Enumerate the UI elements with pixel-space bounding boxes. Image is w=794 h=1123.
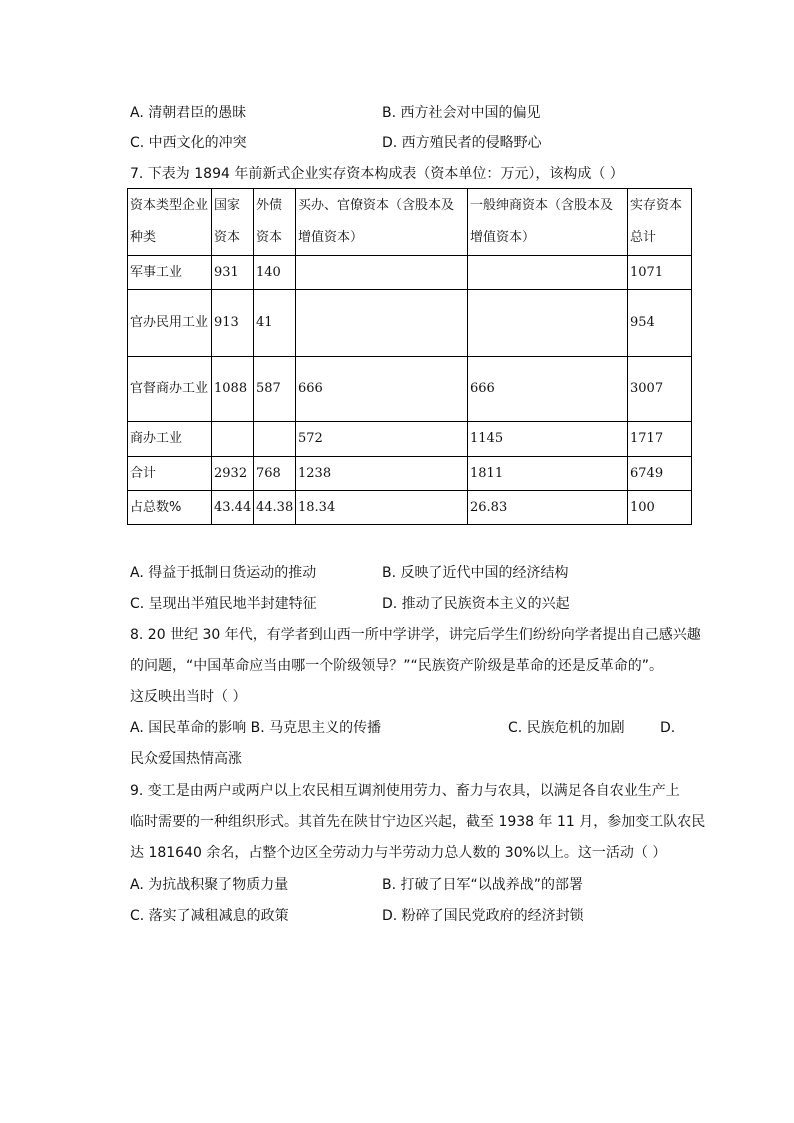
- table-cell: 666: [468, 357, 628, 422]
- table-header-cell: 资本类型企业种类: [128, 189, 212, 256]
- q7-option-d: D. 推动了民族资本主义的兴起: [382, 596, 570, 612]
- table-header-cell: 国家资本: [212, 189, 254, 256]
- q7-option-b: B. 反映了近代中国的经济结构: [382, 565, 569, 581]
- table-cell: 1088: [212, 357, 254, 422]
- q8-stem-line2: 的问题，“中国革命应当由哪一个阶级领导？”“民族资产阶级是革命的还是反革命的”。: [130, 658, 664, 674]
- table-cell: [296, 290, 468, 357]
- q9-stem-line3: 达 181640 余名，占整个边区全劳动力与半劳动力总人数的 30%以上。这一活动（ ）: [130, 845, 667, 861]
- table-cell: 1071: [628, 256, 692, 290]
- table-cell: 6749: [628, 457, 692, 491]
- table-cell: 3007: [628, 357, 692, 422]
- table-cell: [468, 290, 628, 357]
- table-cell: 1145: [468, 422, 628, 457]
- q7-stem: 7. 下表为 1894 年前新式企业实存资本构成表（资本单位：万元），该构成（ ）: [130, 166, 624, 182]
- table-cell: 1717: [628, 422, 692, 457]
- table-cell: [254, 422, 296, 457]
- capital-table: [127, 188, 692, 525]
- table-cell: 954: [628, 290, 692, 357]
- table-cell: 43.44: [212, 491, 254, 525]
- q9-option-d: D. 粉碎了国民党政府的经济封锁: [382, 908, 584, 924]
- table-cell: 587: [254, 357, 296, 422]
- q6-option-a: A. 清朝君臣的愚昧: [130, 105, 247, 121]
- table-cell: 商办工业: [128, 422, 212, 457]
- table-cell: 913: [212, 290, 254, 357]
- table-row: [128, 422, 692, 457]
- q7-option-c: C. 呈现出半殖民地半封建特征: [130, 596, 317, 612]
- q9-option-b: B. 打破了日军“以战养战”的部署: [382, 877, 584, 893]
- table-cell: 军事工业: [128, 256, 212, 290]
- table-row: [128, 457, 692, 491]
- table-cell: 2932: [212, 457, 254, 491]
- table-cell: 100: [628, 491, 692, 525]
- table-cell: 合计: [128, 457, 212, 491]
- table-cell: 1811: [468, 457, 628, 491]
- table-row: [128, 256, 692, 290]
- table-header-cell: 实存资本总计: [628, 189, 692, 256]
- table-header-cell: 外债资本: [254, 189, 296, 256]
- q9-stem-line1: 9. 变工是由两户或两户以上农民相互调剂使用劳力、畜力与农具，以满足各自农业生产上: [130, 783, 680, 799]
- table-row: [128, 290, 692, 357]
- table-cell: 1238: [296, 457, 468, 491]
- q8-stem-line1: 8. 20 世纪 30 年代，有学者到山西一所中学讲学，讲完后学生们纷纷向学者提出自己感兴趣: [130, 627, 701, 643]
- table-cell: 140: [254, 256, 296, 290]
- q8-option-d: D.: [660, 720, 676, 736]
- q7-option-a: A. 得益于抵制日货运动的推动: [130, 565, 317, 581]
- table-cell: 666: [296, 357, 468, 422]
- table-cell: 官办民用工业: [128, 290, 212, 357]
- table-cell: [468, 256, 628, 290]
- table-header-cell: 买办、官僚资本（含股本及增值资本）: [296, 189, 468, 256]
- q6-option-c: C. 中西文化的冲突: [130, 135, 247, 151]
- table-cell: 572: [296, 422, 468, 457]
- table-cell: 官督商办工业: [128, 357, 212, 422]
- table-cell: 18.34: [296, 491, 468, 525]
- q9-option-a: A. 为抗战积聚了物质力量: [130, 877, 289, 893]
- q6-option-b: B. 西方社会对中国的偏见: [382, 105, 541, 121]
- table-row: [128, 357, 692, 422]
- table-cell: 占总数%: [128, 491, 212, 525]
- q8-option-d-continued: 民众爱国热情高涨: [130, 751, 242, 767]
- table-cell: 41: [254, 290, 296, 357]
- q8-option-ab: A. 国民革命的影响 B. 马克思主义的传播: [130, 720, 382, 736]
- table-cell: 768: [254, 457, 296, 491]
- table-cell: 931: [212, 256, 254, 290]
- q6-option-d: D. 西方殖民者的侵略野心: [382, 135, 542, 151]
- q8-option-c: C. 民族危机的加剧: [508, 720, 625, 736]
- table-cell: [296, 256, 468, 290]
- q9-stem-line2: 临时需要的一种组织形式。其首先在陕甘宁边区兴起，截至 1938 年 11 月，参加变工队农民: [130, 814, 706, 830]
- table-cell: 44.38: [254, 491, 296, 525]
- q8-stem-line3: 这反映出当时（ ）: [130, 689, 247, 705]
- table-row: [128, 491, 692, 525]
- table-cell: 26.83: [468, 491, 628, 525]
- table-header-row: [128, 189, 692, 256]
- table-cell: [212, 422, 254, 457]
- table-header-cell: 一般绅商资本（含股本及增值资本）: [468, 189, 628, 256]
- q9-option-c: C. 落实了减租减息的政策: [130, 908, 289, 924]
